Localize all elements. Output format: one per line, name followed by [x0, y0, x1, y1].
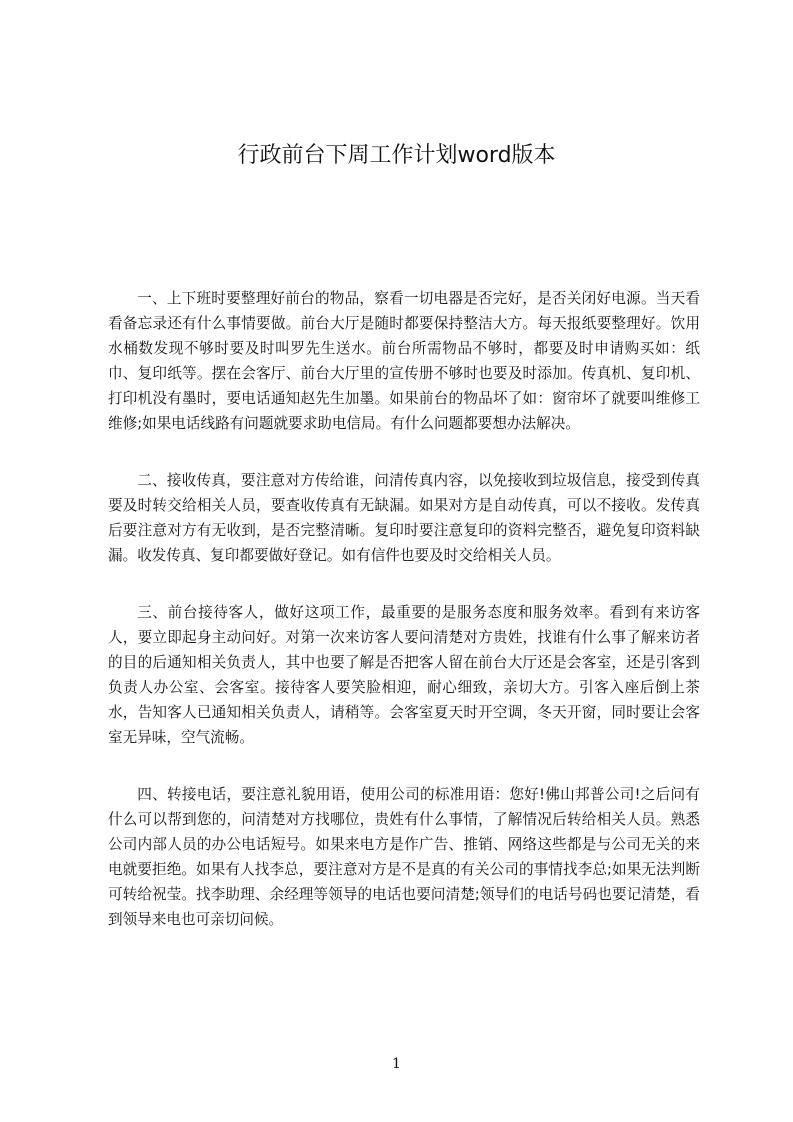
paragraph-3: 三、前台接待客人，做好这项工作，最重要的是服务态度和服务效率。看到有来访客人，要立即起身主动问好。对第一次来访客人要问清楚对方贵姓，找谁有什么事了解来访者的目的后通知相关负责人，其中也要了解是否把客人留在前台大厅还是会客室，还是引客到负责人办公室、会客室。接待客人要笑脸相迎，耐心细致，亲切大方。引客入座后倒上茶水，告知客人已通知相关负责人，请稍等。会客室夏天时开空调，冬天开窗，同时要让会客室无异味，空气流畅。 [108, 604, 700, 746]
document-title: 行政前台下周工作计划word版本 [237, 143, 556, 168]
paragraph-2: 二、接收传真，要注意对方传给谁，问清传真内容，以免接收到垃圾信息，接受到传真要及时转交给相关人员，要查收传真有无缺漏。如果对方是自动传真，可以不接收。发传真后要注意对方有无收到，是否完整清晰。复印时要注意复印的资料完整否，避免复印资料缺漏。收发传真、复印都要做好登记。如有信件也要及时交给相关人员。 [108, 472, 700, 564]
paragraph-4: 四、转接电话，要注意礼貌用语，使用公司的标准用语：您好!佛山邦普公司!之后问有什么可以帮到您的，问清楚对方找哪位，贵姓有什么事情，了解情况后转给相关人员。熟悉公司内部人员的办公电话短号。如果来电方是作广告、推销、网络这些都是与公司无关的来电就要拒绝。如果有人找李总，要注意对方是不是真的有关公司的事情找李总;如果无法判断可转给祝莹。找李助理、余经理等领导的电话也要问清楚;领导们的电话号码也要记清楚，看到领导来电也可亲切问候。 [108, 786, 700, 928]
document-body [108, 286, 700, 964]
paragraph-1: 一、上下班时要整理好前台的物品，察看一切电器是否完好，是否关闭好电源。当天看看备忘录还有什么事情要做。前台大厅是随时都要保持整洁大方。每天报纸要整理好。饮用水桶数发现不够时要及时叫罗先生送水。前台所需物品不够时，都要及时申请购买如：纸巾、复印纸等。摆在会客厅、前台大厅里的宣传册不够时也要及时添加。传真机、复印机、打印机没有墨时，要电话通知赵先生加墨。如果前台的物品坏了如：窗帘坏了就要叫维修工维修;如果电话线路有问题就要求助电信局。有什么问题都要想办法解决。 [108, 290, 700, 432]
page-number: 1 [392, 1056, 401, 1072]
